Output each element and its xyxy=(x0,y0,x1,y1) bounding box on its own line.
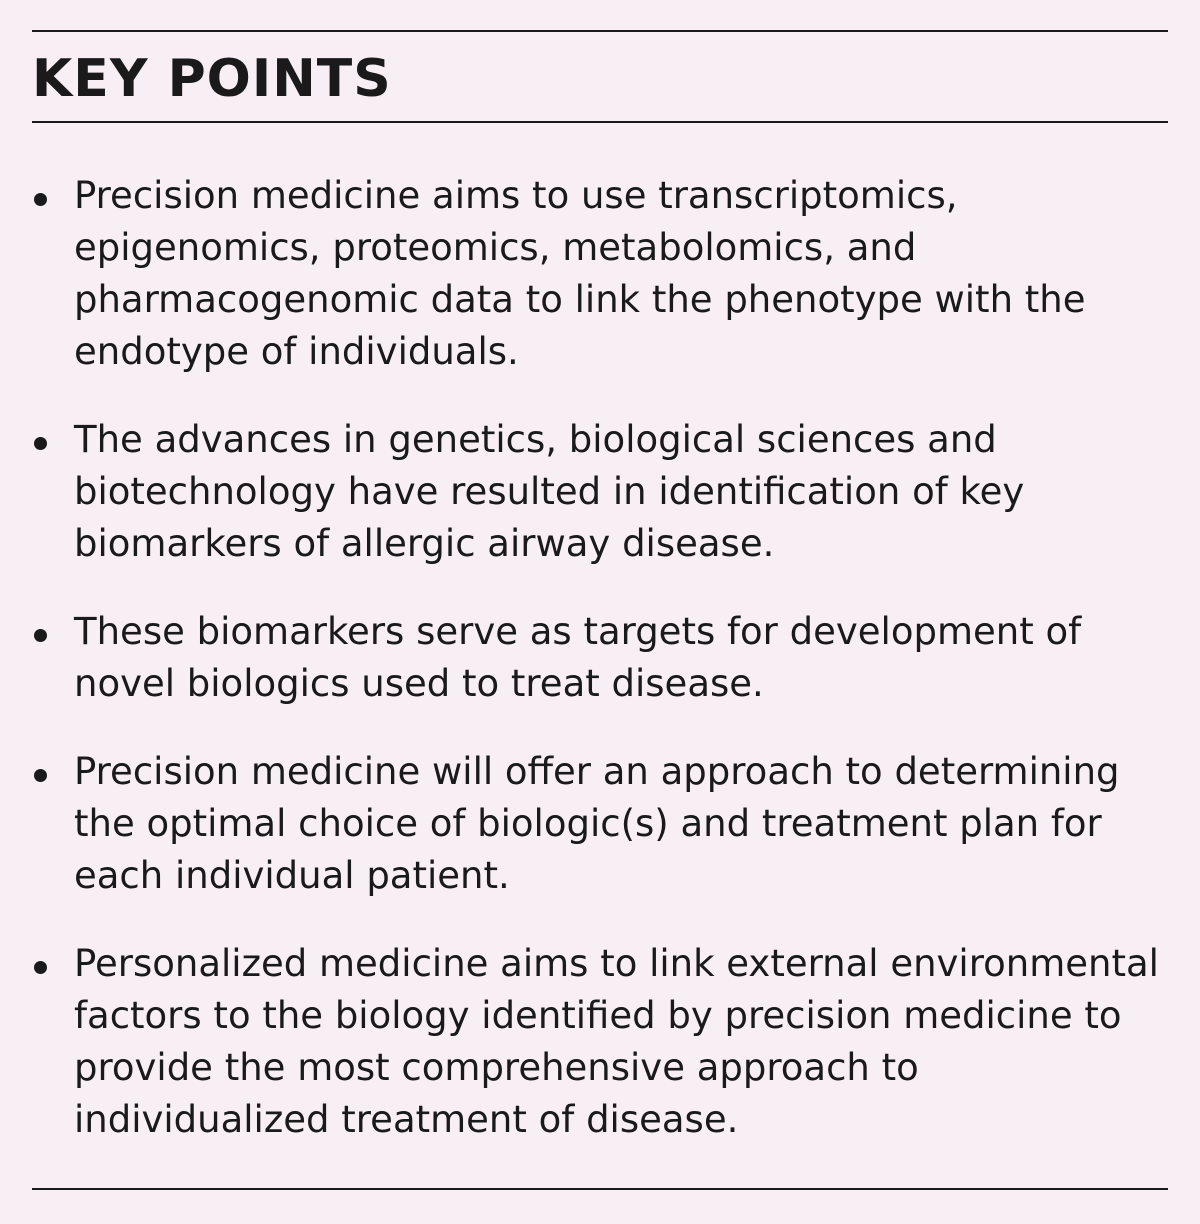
section-heading: KEY POINTS xyxy=(32,49,392,109)
key-points-list xyxy=(32,170,1168,1182)
bullet-icon xyxy=(34,629,47,642)
heading-divider xyxy=(32,121,1168,123)
list-item-text: The advances in genetics, biological sciences and biotechnology have resulted in identification of key biomarkers of allergic airway disease. xyxy=(74,418,1025,565)
bullet-icon xyxy=(34,193,47,206)
list-item-text: Personalized medicine aims to link external environmental factors to the biology identified by precision medicine to provide the most comprehensive approach to individualized treatment of disease. xyxy=(74,942,1159,1141)
list-item-text: These biomarkers serve as targets for development of novel biologics used to treat disease. xyxy=(74,610,1082,705)
list-item xyxy=(32,746,1168,902)
bullet-icon xyxy=(34,961,47,974)
bullet-icon xyxy=(34,769,47,782)
list-item-text: Precision medicine will offer an approach to determining the optimal choice of biologic(s) and treatment plan for each individual patient. xyxy=(74,750,1120,897)
bottom-divider xyxy=(32,1188,1168,1190)
bullet-icon xyxy=(34,437,47,450)
list-item xyxy=(32,170,1168,378)
list-item xyxy=(32,606,1168,710)
top-divider xyxy=(32,30,1168,32)
list-item xyxy=(32,414,1168,570)
list-item-text: Precision medicine aims to use transcriptomics, epigenomics, proteomics, metabolomics, and pharmacogenomic data to link the phenotype with the endotype of individuals. xyxy=(74,174,1086,373)
list-item xyxy=(32,938,1168,1146)
